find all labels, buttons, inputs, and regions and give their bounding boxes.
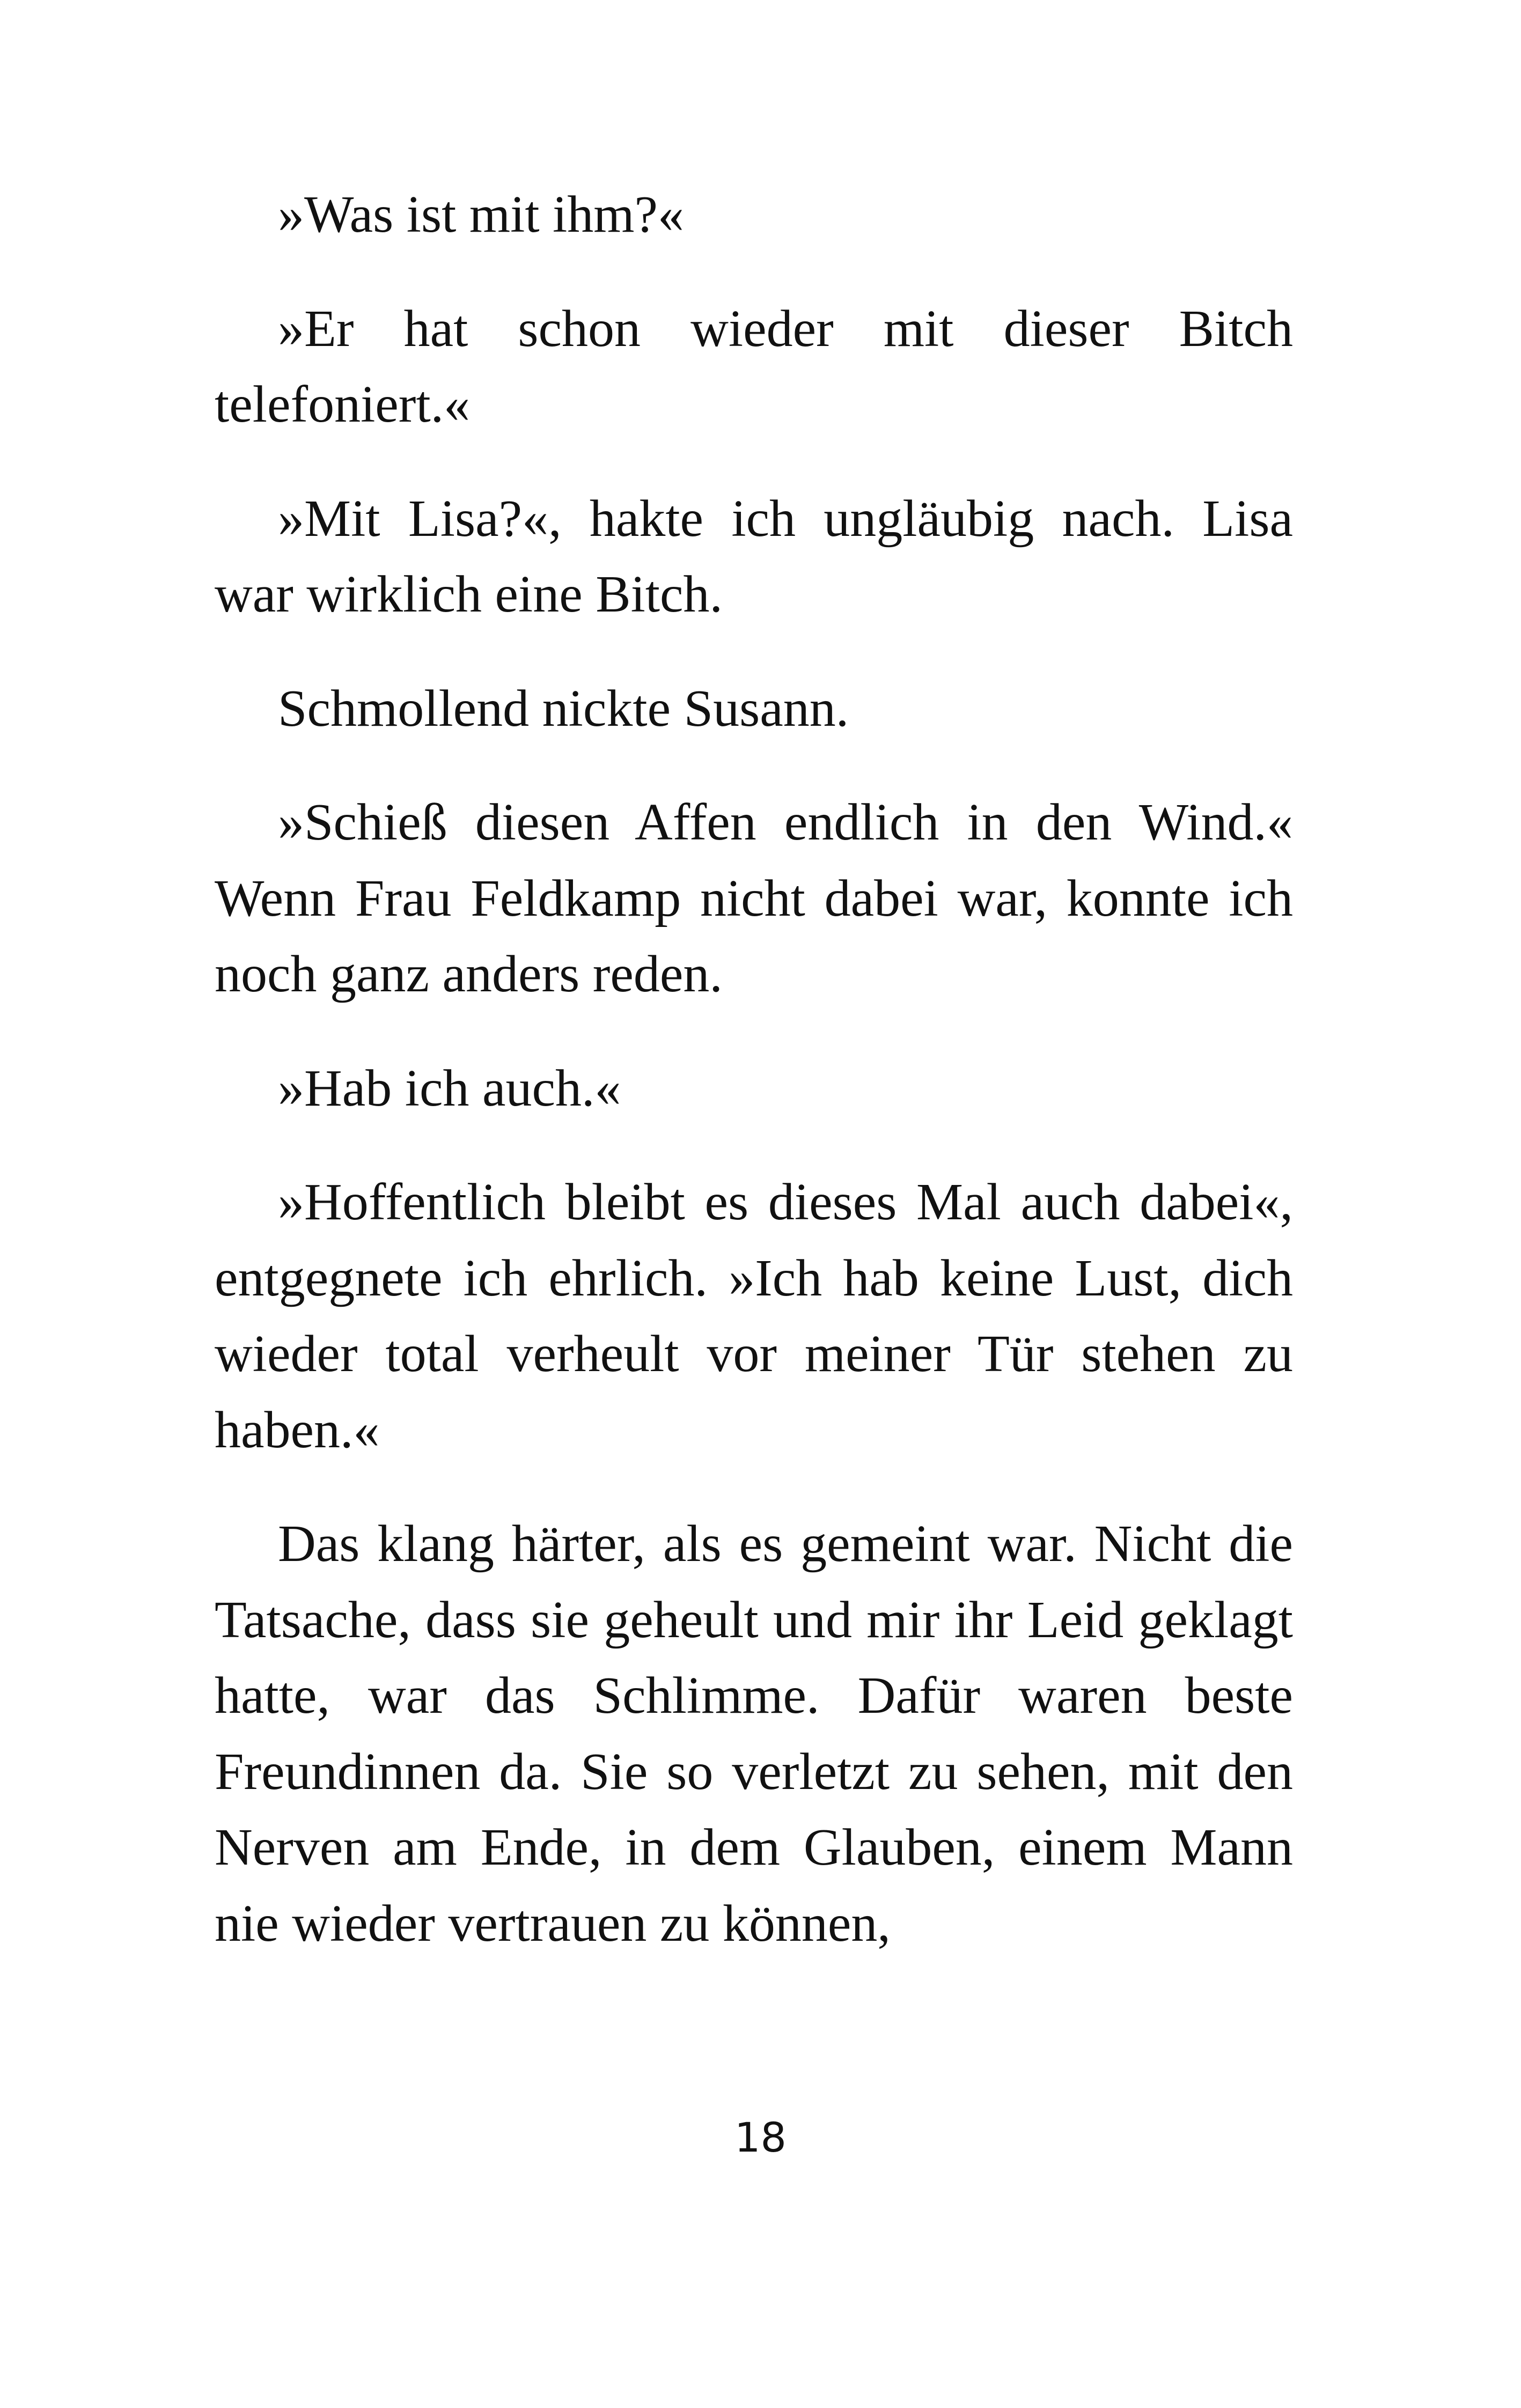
paragraph-6: »Hab ich auch.« [278, 1059, 621, 1117]
paragraph-3: »Mit Lisa?«, hakte ich ungläubig nach. Lisa war wirklich eine Bitch. [215, 489, 1293, 623]
paragraph-4: Schmollend nickte Susann. [278, 679, 849, 738]
paragraph-5: »Schieß diesen Affen endlich in den Wind.« Wenn Frau Feldkamp nicht dabei war, konnte ich noch ganz anders reden. [215, 793, 1293, 1003]
paragraph-8: Das klang härter, als es gemeint war. Nicht die Tatsache, dass sie geheult und mir ihr Leid geklagt hatte, war das Schlimme. Dafür waren beste Freundinnen da. Sie so verletzt zu sehen, mit den Nerven am Ende, in dem Glauben, einem Mann nie wieder vertrauen zu können, [215, 1515, 1293, 1953]
body-text [215, 177, 1293, 1962]
paragraph-2: »Er hat schon wieder mit dieser Bitch telefoniert.« [215, 299, 1293, 433]
paragraph-7: »Hoffentlich bleibt es dieses Mal auch dabei«, entgegnete ich ehrlich. »Ich hab keine Lust, dich wieder total verheult vor meiner Tür stehen zu haben.« [215, 1173, 1293, 1459]
page-number: 18 [734, 2114, 787, 2161]
paragraph-1: »Was ist mit ihm?« [278, 186, 685, 244]
